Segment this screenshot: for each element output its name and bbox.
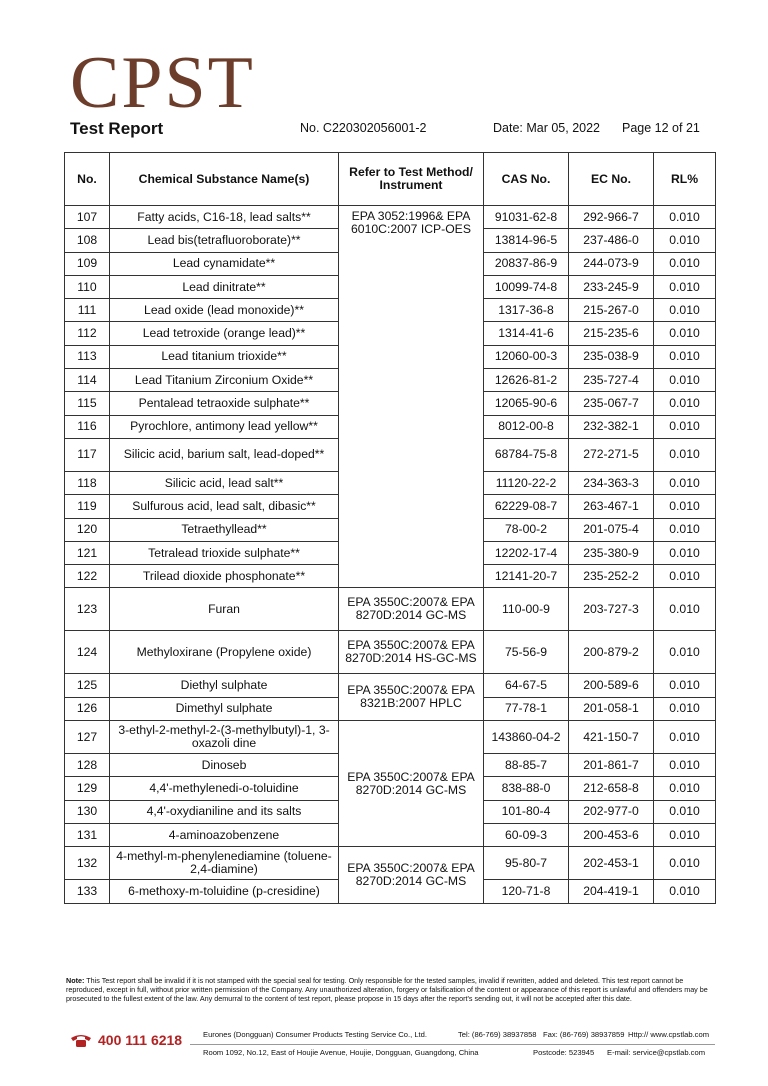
row-number: 129 — [65, 777, 110, 800]
substance-name: Lead tetroxide (orange lead)** — [110, 322, 339, 345]
substance-name: Silicic acid, barium salt, lead-doped** — [110, 438, 339, 471]
header-no: No. — [65, 153, 110, 206]
cas-number: 1317-36-8 — [484, 299, 569, 322]
reporting-limit: 0.010 — [654, 674, 716, 697]
row-number: 123 — [65, 588, 110, 631]
reporting-limit: 0.010 — [654, 800, 716, 823]
test-method: EPA 3052:1996& EPA 6010C:2007 ICP-OES — [339, 206, 484, 588]
ec-number: 201-861-7 — [569, 754, 654, 777]
cas-number: 8012-00-8 — [484, 415, 569, 438]
substance-name: Tetralead trioxide sulphate** — [110, 541, 339, 564]
row-number: 133 — [65, 880, 110, 903]
table-header-row — [65, 153, 716, 206]
ec-number: 200-879-2 — [569, 631, 654, 674]
substance-name: Lead cynamidate** — [110, 252, 339, 275]
substance-name: Lead Titanium Zirconium Oxide** — [110, 369, 339, 392]
cas-number: 62229-08-7 — [484, 495, 569, 518]
reporting-limit: 0.010 — [654, 754, 716, 777]
fax: Fax: (86-769) 38937859 — [543, 1030, 625, 1039]
reporting-limit: 0.010 — [654, 438, 716, 471]
ec-number: 203-727-3 — [569, 588, 654, 631]
header-method: Refer to Test Method/ Instrument — [339, 153, 484, 206]
substance-name: Diethyl sulphate — [110, 674, 339, 697]
ec-number: 201-075-4 — [569, 518, 654, 541]
row-number: 119 — [65, 495, 110, 518]
substance-name: 4-methyl-m-phenylenediamine (toluene-2,4-diamine) — [110, 847, 339, 880]
note-text: This Test report shall be invalid if it is not stamped with the special seal for testing. Only responsible for the tested samples, invalid if rewritten, added and deleted. This test report cannot be reproduced, except in full, without prior written permission of the Company. Any unauthorized alteration, forgery or falsification of the content or appearance of this report is unlawful and offenders may be prosecuted to the fullest extent of the law. Any demurral to the content of test report, please propose in 15 days after the report's sending out, it will not be accepted after this date. — [66, 976, 708, 1004]
row-number: 128 — [65, 754, 110, 777]
reporting-limit: 0.010 — [654, 880, 716, 903]
substance-name: Methyloxirane (Propylene oxide) — [110, 631, 339, 674]
row-number: 131 — [65, 823, 110, 846]
cas-number: 143860-04-2 — [484, 721, 569, 754]
reporting-limit: 0.010 — [654, 345, 716, 368]
row-number: 120 — [65, 518, 110, 541]
cas-number: 95-80-7 — [484, 847, 569, 880]
telephone: Tel: (86-769) 38937858 — [458, 1030, 537, 1039]
reporting-limit: 0.010 — [654, 777, 716, 800]
substance-name: 3-ethyl-2-methyl-2-(3-methylbutyl)-1, 3-oxazoli dine — [110, 721, 339, 754]
test-method: EPA 3550C:2007& EPA 8270D:2014 GC-MS — [339, 847, 484, 903]
ec-number: 234-363-3 — [569, 471, 654, 494]
substance-name: 4,4'-methylenedi-o-toluidine — [110, 777, 339, 800]
postcode: Postcode: 523945 — [533, 1048, 595, 1057]
ec-number: 272-271-5 — [569, 438, 654, 471]
header-ec: EC No. — [569, 153, 654, 206]
cas-number: 13814-96-5 — [484, 229, 569, 252]
ec-number: 201-058-1 — [569, 697, 654, 720]
cas-number: 1314-41-6 — [484, 322, 569, 345]
table-row — [65, 847, 716, 880]
cas-number: 11120-22-2 — [484, 471, 569, 494]
row-number: 121 — [65, 541, 110, 564]
cas-number: 101-80-4 — [484, 800, 569, 823]
substance-name: Lead bis(tetrafluoroborate)** — [110, 229, 339, 252]
reporting-limit: 0.010 — [654, 206, 716, 229]
company-logo: CPST — [70, 42, 255, 124]
cas-number: 12202-17-4 — [484, 541, 569, 564]
reporting-limit: 0.010 — [654, 415, 716, 438]
cas-number: 12060-00-3 — [484, 345, 569, 368]
row-number: 115 — [65, 392, 110, 415]
reporting-limit: 0.010 — [654, 541, 716, 564]
ec-number: 235-067-7 — [569, 392, 654, 415]
reporting-limit: 0.010 — [654, 471, 716, 494]
cas-number: 68784-75-8 — [484, 438, 569, 471]
reporting-limit: 0.010 — [654, 392, 716, 415]
row-number: 126 — [65, 697, 110, 720]
test-method: EPA 3550C:2007& EPA 8270D:2014 GC-MS — [339, 588, 484, 631]
ec-number: 202-977-0 — [569, 800, 654, 823]
hotline — [70, 1032, 182, 1048]
table-row — [65, 206, 716, 229]
substance-name: Pyrochlore, antimony lead yellow** — [110, 415, 339, 438]
report-number: No. C220302056001-2 — [300, 121, 427, 135]
email-link[interactable]: E-mail: service@cpstlab.com — [607, 1048, 706, 1057]
row-number: 107 — [65, 206, 110, 229]
ec-number: 292-966-7 — [569, 206, 654, 229]
cas-number: 12626-81-2 — [484, 369, 569, 392]
row-number: 114 — [65, 369, 110, 392]
ec-number: 244-073-9 — [569, 252, 654, 275]
ec-number: 263-467-1 — [569, 495, 654, 518]
row-number: 125 — [65, 674, 110, 697]
cas-number: 10099-74-8 — [484, 275, 569, 298]
table-row — [65, 631, 716, 674]
substance-name: Fatty acids, C16-18, lead salts** — [110, 206, 339, 229]
ec-number: 233-245-9 — [569, 275, 654, 298]
substance-name: Silicic acid, lead salt** — [110, 471, 339, 494]
row-number: 117 — [65, 438, 110, 471]
row-number: 112 — [65, 322, 110, 345]
page-number: Page 12 of 21 — [622, 121, 700, 135]
cas-number: 12141-20-7 — [484, 565, 569, 588]
row-number: 110 — [65, 275, 110, 298]
header-substance: Chemical Substance Name(s) — [110, 153, 339, 206]
reporting-limit: 0.010 — [654, 847, 716, 880]
substance-name: Lead titanium trioxide** — [110, 345, 339, 368]
substance-name: Furan — [110, 588, 339, 631]
cas-number: 12065-90-6 — [484, 392, 569, 415]
reporting-limit: 0.010 — [654, 518, 716, 541]
results-table — [64, 152, 716, 904]
row-number: 111 — [65, 299, 110, 322]
row-number: 127 — [65, 721, 110, 754]
table-row — [65, 674, 716, 697]
row-number: 113 — [65, 345, 110, 368]
header-cas: CAS No. — [484, 153, 569, 206]
cas-number: 20837-86-9 — [484, 252, 569, 275]
ec-number: 200-589-6 — [569, 674, 654, 697]
cas-number: 75-56-9 — [484, 631, 569, 674]
website-link[interactable]: Http:// www.cpstlab.com — [628, 1030, 710, 1039]
note-label: Note: — [66, 976, 85, 985]
ec-number: 202-453-1 — [569, 847, 654, 880]
substance-name: 4-aminoazobenzene — [110, 823, 339, 846]
test-method: EPA 3550C:2007& EPA 8270D:2014 HS-GC-MS — [339, 631, 484, 674]
cas-number: 838-88-0 — [484, 777, 569, 800]
ec-number: 212-658-8 — [569, 777, 654, 800]
ec-number: 235-252-2 — [569, 565, 654, 588]
ec-number: 204-419-1 — [569, 880, 654, 903]
reporting-limit: 0.010 — [654, 229, 716, 252]
reporting-limit: 0.010 — [654, 631, 716, 674]
cas-number: 60-09-3 — [484, 823, 569, 846]
substance-name: Tetraethyllead** — [110, 518, 339, 541]
reporting-limit: 0.010 — [654, 369, 716, 392]
ec-number: 232-382-1 — [569, 415, 654, 438]
table-row — [65, 588, 716, 631]
telephone-icon — [70, 1034, 92, 1048]
substance-name: Dinoseb — [110, 754, 339, 777]
row-number: 118 — [65, 471, 110, 494]
cas-number: 88-85-7 — [484, 754, 569, 777]
row-number: 122 — [65, 565, 110, 588]
report-note — [66, 976, 714, 1004]
report-date: Date: Mar 05, 2022 — [493, 121, 601, 135]
row-number: 124 — [65, 631, 110, 674]
cas-number: 120-71-8 — [484, 880, 569, 903]
reporting-limit: 0.010 — [654, 322, 716, 345]
cas-number: 78-00-2 — [484, 518, 569, 541]
row-number: 116 — [65, 415, 110, 438]
ec-number: 215-267-0 — [569, 299, 654, 322]
hotline-number: 400 111 6218 — [98, 1032, 183, 1048]
reporting-limit: 0.010 — [654, 495, 716, 518]
substance-name: 4,4'-oxydianiline and its salts — [110, 800, 339, 823]
reporting-limit: 0.010 — [654, 721, 716, 754]
ec-number: 235-727-4 — [569, 369, 654, 392]
cas-number: 110-00-9 — [484, 588, 569, 631]
test-method: EPA 3550C:2007& EPA 8270D:2014 GC-MS — [339, 721, 484, 847]
test-method: EPA 3550C:2007& EPA 8321B:2007 HPLC — [339, 674, 484, 721]
company-name: Eurones (Dongguan) Consumer Products Testing Service Co., Ltd. — [203, 1030, 427, 1039]
row-number: 130 — [65, 800, 110, 823]
substance-name: Lead dinitrate** — [110, 275, 339, 298]
address: Room 1092, No.12, East of Houjie Avenue, Houjie, Dongguan, Guangdong, China — [203, 1048, 479, 1057]
reporting-limit: 0.010 — [654, 588, 716, 631]
ec-number: 421-150-7 — [569, 721, 654, 754]
ec-number: 215-235-6 — [569, 322, 654, 345]
row-number: 109 — [65, 252, 110, 275]
table-row — [65, 721, 716, 754]
reporting-limit: 0.010 — [654, 252, 716, 275]
reporting-limit: 0.010 — [654, 299, 716, 322]
cas-number: 64-67-5 — [484, 674, 569, 697]
cas-number: 77-78-1 — [484, 697, 569, 720]
substance-name: Lead oxide (lead monoxide)** — [110, 299, 339, 322]
reporting-limit: 0.010 — [654, 565, 716, 588]
row-number: 108 — [65, 229, 110, 252]
footer-divider — [190, 1044, 715, 1045]
cas-number: 91031-62-8 — [484, 206, 569, 229]
substance-name: Sulfurous acid, lead salt, dibasic** — [110, 495, 339, 518]
ec-number: 200-453-6 — [569, 823, 654, 846]
ec-number: 235-038-9 — [569, 345, 654, 368]
substance-name: Dimethyl sulphate — [110, 697, 339, 720]
table-body — [65, 206, 716, 904]
header-rl: RL% — [654, 153, 716, 206]
ec-number: 237-486-0 — [569, 229, 654, 252]
substance-name: 6-methoxy-m-toluidine (p-cresidine) — [110, 880, 339, 903]
report-title: Test Report — [70, 119, 164, 138]
substance-name: Trilead dioxide phosphonate** — [110, 565, 339, 588]
substance-name: Pentalead tetraoxide sulphate** — [110, 392, 339, 415]
row-number: 132 — [65, 847, 110, 880]
ec-number: 235-380-9 — [569, 541, 654, 564]
reporting-limit: 0.010 — [654, 275, 716, 298]
reporting-limit: 0.010 — [654, 823, 716, 846]
reporting-limit: 0.010 — [654, 697, 716, 720]
